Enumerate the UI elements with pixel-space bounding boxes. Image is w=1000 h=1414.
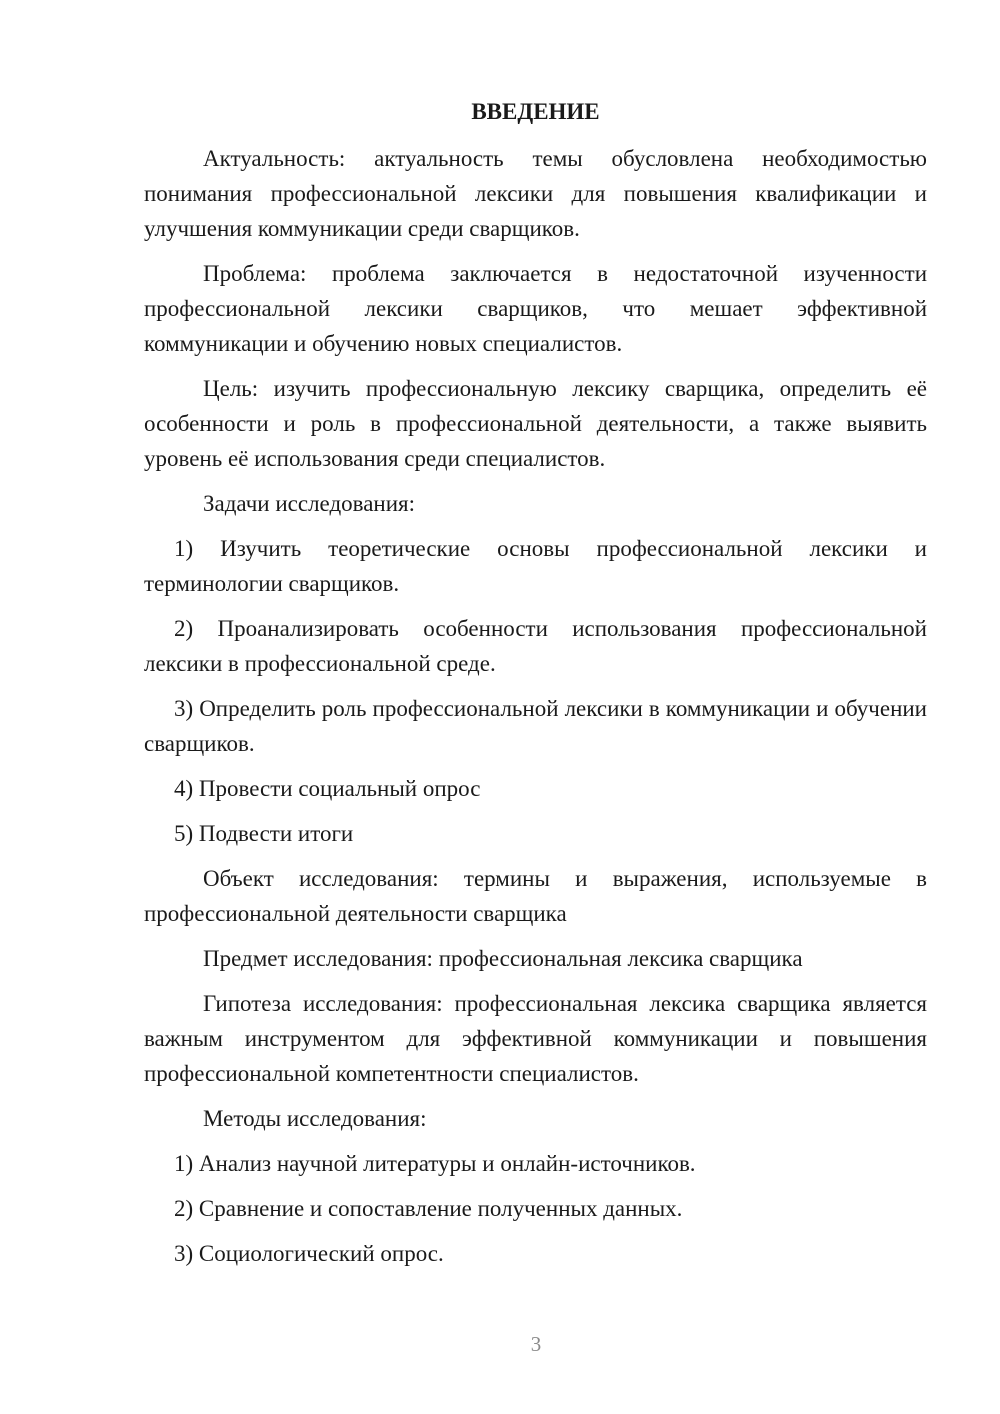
task-item: 3) Определить роль профессиональной лексики в коммуникации и обучении сварщиков. [144,696,927,756]
object-paragraph: Объект исследования: термины и выражения, используемые в профессиональной деятельности сварщика [144,866,927,926]
method-item: 1) Анализ научной литературы и онлайн-источников. [174,1151,696,1176]
method-item: 3) Социологический опрос. [174,1241,444,1266]
goal-paragraph: Цель: изучить профессиональную лексику сварщика, определить её особенности и роль в профессиональной деятельности, а также выявить уровень её использования среди специалистов. [144,376,927,471]
methods-heading: Методы исследования: [203,1106,427,1131]
problem-paragraph: Проблема: проблема заключается в недостаточной изученности профессиональной лексики сварщиков, что мешает эффективной коммуникации и обучению новых специалистов. [144,261,927,356]
document-body [144,94,927,1281]
page-title: ВВЕДЕНИЕ [471,99,600,124]
task-item: 4) Провести социальный опрос [174,776,481,801]
task-item: 5) Подвести итоги [174,821,354,846]
method-item: 2) Сравнение и сопоставление полученных данных. [174,1196,683,1221]
hypothesis-paragraph: Гипотеза исследования: профессиональная лексика сварщика является важным инструментом для эффективной коммуникации и повышения профессиональной компетентности специалистов. [144,991,927,1086]
task-item: 2) Проанализировать особенности использования профессиональной лексики в профессиональной среде. [144,616,927,676]
task-item: 1) Изучить теоретические основы профессиональной лексики и терминологии сварщиков. [144,536,927,596]
tasks-heading: Задачи исследования: [203,491,416,516]
page-number: 3 [530,1332,542,1356]
relevance-paragraph: Актуальность: актуальность темы обусловлена необходимостью понимания профессиональной лексики для повышения квалификации и улучшения коммуникации среди сварщиков. [144,146,927,241]
subject-paragraph: Предмет исследования: профессиональная лексика сварщика [203,946,803,971]
